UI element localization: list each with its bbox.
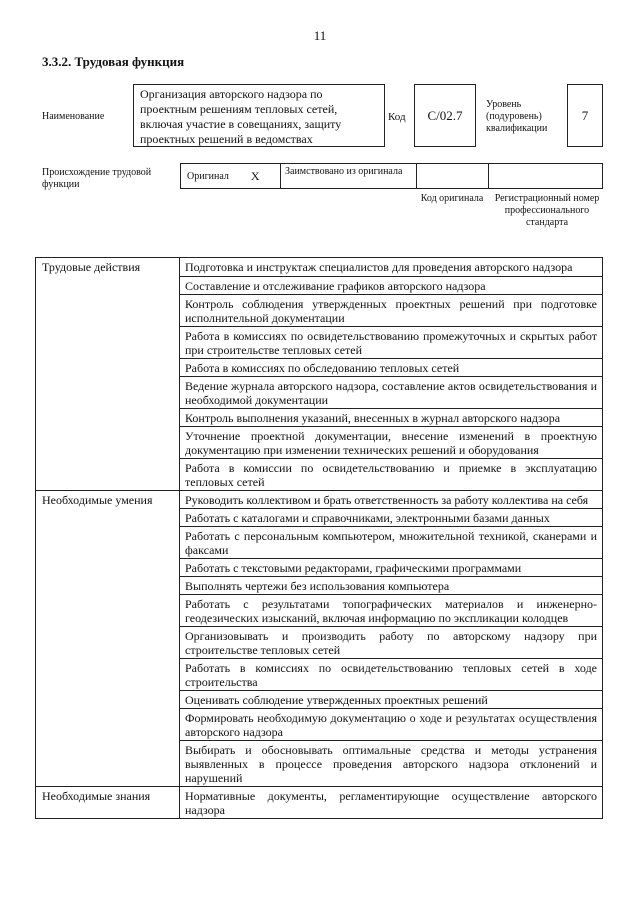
table-row bbox=[36, 376, 603, 408]
table-row bbox=[36, 408, 603, 426]
section-item: Формировать необходимую документацию о ходе и результатах осуществления авторского надзора bbox=[180, 709, 603, 741]
section-cell-continued bbox=[36, 358, 180, 376]
table-row bbox=[36, 595, 603, 627]
borrowed-label: Заимствовано из оригинала bbox=[281, 164, 417, 188]
table-row bbox=[36, 691, 603, 709]
function-table bbox=[35, 257, 603, 819]
name-label: Наименование bbox=[42, 111, 105, 122]
table-row bbox=[36, 426, 603, 458]
section-item: Работать с текстовыми редакторами, графическими программами bbox=[180, 559, 603, 577]
section-cell-continued bbox=[36, 294, 180, 326]
section-cell-continued bbox=[36, 426, 180, 458]
origin-original-cell bbox=[181, 164, 281, 188]
table-row bbox=[36, 709, 603, 741]
section-cell-continued bbox=[36, 458, 180, 490]
section-item: Работа в комиссии по освидетельствованию и приемке в эксплуатацию тепловых сетей bbox=[180, 458, 603, 490]
table-row bbox=[36, 276, 603, 294]
section-item: Руководить коллективом и брать ответственность за работу коллектива на себя bbox=[180, 490, 603, 509]
table-row bbox=[36, 458, 603, 490]
section-item: Ведение журнала авторского надзора, составление актов освидетельствования и необходимой документации bbox=[180, 376, 603, 408]
section-item: Работа в комиссиях по освидетельствованию промежуточных и скрытых работ при строительстве тепловых сетей bbox=[180, 326, 603, 358]
section-cell-continued bbox=[36, 559, 180, 577]
table-row bbox=[36, 258, 603, 277]
section-cell-continued bbox=[36, 691, 180, 709]
origin-code-cell bbox=[417, 164, 489, 188]
section-cell-continued bbox=[36, 326, 180, 358]
section-cell-continued bbox=[36, 527, 180, 559]
table-row bbox=[36, 326, 603, 358]
section-item: Контроль выполнения указаний, внесенных в журнал авторского надзора bbox=[180, 408, 603, 426]
qualification-level-box: 7 bbox=[567, 84, 603, 147]
section-cell-continued bbox=[36, 408, 180, 426]
table-row bbox=[36, 627, 603, 659]
section-item: Выбирать и обосновывать оптимальные средства и методы устранения выявленных в процессе проведения авторского надзора отклонений и нарушений bbox=[180, 741, 603, 787]
section-item: Уточнение проектной документации, внесение изменений в проектную документацию при изменении технических решений и оборудования bbox=[180, 426, 603, 458]
table-row bbox=[36, 741, 603, 787]
section-title-cell: Необходимые знания bbox=[36, 787, 180, 819]
original-mark: X bbox=[250, 168, 260, 183]
origin-reg-number-cell bbox=[489, 164, 602, 188]
reg-number-label: Регистрационный номер профессионального стандарта bbox=[494, 193, 600, 228]
page-number: 11 bbox=[313, 28, 327, 43]
section-cell-continued bbox=[36, 509, 180, 527]
table-row bbox=[36, 509, 603, 527]
code-original-label: Код оригинала bbox=[420, 193, 484, 204]
section-item: Работать с каталогами и справочниками, электронными базами данных bbox=[180, 509, 603, 527]
origin-row bbox=[180, 163, 603, 189]
section-item: Составление и отслеживание графиков авторского надзора bbox=[180, 276, 603, 294]
table-row bbox=[36, 577, 603, 595]
section-item: Работать с персональным компьютером, множительной техникой, сканерами и факсами bbox=[180, 527, 603, 559]
section-cell-continued bbox=[36, 595, 180, 627]
section-cell-continued bbox=[36, 276, 180, 294]
table-row bbox=[36, 527, 603, 559]
origin-label: Происхождение трудовой функции bbox=[42, 167, 152, 190]
section-cell-continued bbox=[36, 709, 180, 741]
section-item: Выполнять чертежи без использования компьютера bbox=[180, 577, 603, 595]
code-label: Код bbox=[388, 111, 406, 123]
section-title-cell: Трудовые действия bbox=[36, 258, 180, 277]
function-code-box: С/02.7 bbox=[414, 84, 476, 147]
level-label: Уровень (подуровень) квалификации bbox=[486, 99, 548, 134]
section-item: Нормативные документы, регламентирующие осуществление авторского надзора bbox=[180, 787, 603, 819]
section-item: Оценивать соблюдение утвержденных проектных решений bbox=[180, 691, 603, 709]
section-item: Подготовка и инструктаж специалистов для проведения авторского надзора bbox=[180, 258, 603, 277]
table-row bbox=[36, 559, 603, 577]
section-cell-continued bbox=[36, 659, 180, 691]
original-label: Оригинал bbox=[187, 170, 229, 182]
section-item: Работать в комиссиях по освидетельствованию тепловых сетей в ходе строительства bbox=[180, 659, 603, 691]
table-row bbox=[36, 787, 603, 819]
section-cell-continued bbox=[36, 577, 180, 595]
section-item: Организовывать и производить работу по авторскому надзору при строительстве тепловых сетей bbox=[180, 627, 603, 659]
table-row bbox=[36, 294, 603, 326]
table-row bbox=[36, 659, 603, 691]
section-cell-continued bbox=[36, 627, 180, 659]
table-row bbox=[36, 490, 603, 509]
section-cell-continued bbox=[36, 376, 180, 408]
section-title-cell: Необходимые умения bbox=[36, 490, 180, 509]
section-item: Контроль соблюдения утвержденных проектных решений при подготовке исполнительной документации bbox=[180, 294, 603, 326]
table-row bbox=[36, 358, 603, 376]
function-name-box: Организация авторского надзора по проектным решениям тепловых сетей, включая участие в совещаниях, защиту проектных решений в ведомствах bbox=[133, 84, 385, 147]
section-cell-continued bbox=[36, 741, 180, 787]
section-title: 3.3.2. Трудовая функция bbox=[42, 54, 185, 69]
section-item: Работать с результатами топографических материалов и инженерно-геодезических изысканий, включая информацию по экспликации колодцев bbox=[180, 595, 603, 627]
section-item: Работа в комиссиях по обследованию тепловых сетей bbox=[180, 358, 603, 376]
